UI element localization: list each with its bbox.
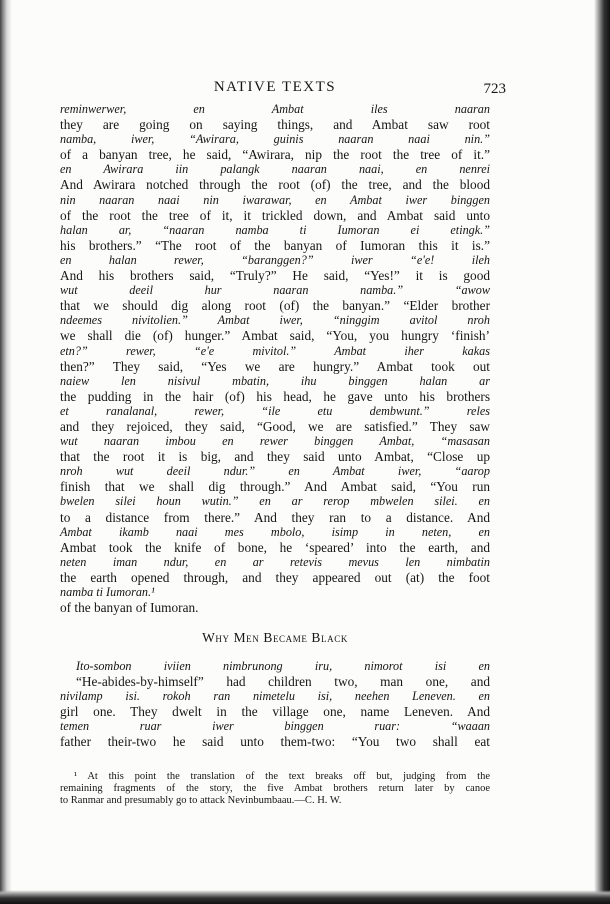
page-bottom-edge-shadow: [0, 890, 610, 904]
section-interlinear-text: [60, 659, 490, 750]
interlinear-text-body: [60, 102, 490, 615]
translation-line: of a banyan tree, he said, “Awirara, nip the root the tree of it.”: [60, 147, 490, 163]
footnote-line: remaining fragments of the story, the five Ambat brothers return later by canoe: [60, 783, 490, 794]
native-text-line: wut deeil hur naaran namba.” “awow: [60, 283, 490, 298]
footnote-line: ¹ At this point the translation of the text breaks off but, judging from the: [74, 771, 490, 782]
translation-line: then?” They said, “Yes we are hungry.” Ambat took out: [60, 358, 490, 374]
translation-line: of the root the tree of it, it trickled down, and Ambat said unto: [60, 207, 490, 223]
page-number: 723: [483, 81, 506, 97]
native-text-line: temen ruar iwer binggen ruar: “waaan: [60, 719, 490, 734]
translation-line: his brothers.” “The root of the banyan of Iumoran this it is.”: [60, 237, 490, 253]
translation-line: we shall die (of) hunger.” Ambat said, “You, you hungry ‘finish’: [60, 328, 490, 344]
native-text-line: ndeemes nivitolien.” Ambat iwer, “ninggim avitol nroh: [60, 313, 490, 328]
native-text-line: nivilamp isi. rokoh ran nimetelu isi, neehen Leneven. en: [60, 689, 490, 704]
native-text-line: reminwerwer, en Ambat iles naaran: [60, 102, 490, 116]
native-text-line: en halan rewer, “baranggen?” iwer “e'e! ileh: [60, 252, 490, 267]
native-text-line: nin naaran naai nin iwarawar, en Ambat iwer binggen: [60, 192, 490, 207]
native-text-line: namba, iwer, “Awirara, guinis naaran naai nin.”: [60, 132, 490, 147]
native-text-line: naiew len nisivul mbatin, ihu binggen halan ar: [60, 373, 490, 388]
native-text-line: wut naaran imbou en rewer binggen Ambat, “masasan: [60, 434, 490, 449]
native-text-line: Ambat ikamb naai mes mbolo, isimp in neten, en: [60, 524, 490, 539]
native-text-line: etn?” rewer, “e'e mivitol.” Ambat iher kakas: [60, 343, 490, 358]
translation-line: and they rejoiced, they said, “Good, we are satisfied.” They saw: [60, 418, 490, 434]
translation-line: to a distance from there.” And they ran to a distance. And: [60, 509, 490, 525]
running-head: [60, 79, 506, 99]
translation-line: finish that we shall dig through.” And Ambat said, “You run: [60, 479, 490, 495]
footnote-line: to Ranmar and presumably go to attack Nevinbumbaau.—C. H. W.: [60, 795, 342, 806]
native-text-line: en Awirara iin palangk naaran naai, en nenrei: [60, 162, 490, 177]
page-right-edge-shadow: [594, 0, 610, 904]
native-text-line: bwelen silei houn wutin.” en ar rerop mbwelen silei. en: [60, 494, 490, 509]
translation-line: girl one. They dwelt in the village one, name Leneven. And: [60, 704, 490, 720]
native-text-line: nroh wut deeil ndur.” en Ambat iwer, “aarop: [60, 464, 490, 479]
native-text-line: Ito-sombon iviien nimbrunong iru, nimorot isi en: [76, 659, 490, 673]
native-text-line: namba ti Iumoran.¹: [60, 585, 155, 599]
translation-line: And Awirara notched through the root (of) the tree, and the blood: [60, 177, 490, 193]
translation-line: the pudding in the hair (of) his head, he gave unto his brothers: [60, 388, 490, 404]
translation-line: that the root it is big, and they said unto Ambat, “Close up: [60, 449, 490, 465]
translation-line: “He-abides-by-himself” had children two, man one, and: [76, 674, 490, 690]
native-text-line: neten iman ndur, en ar retevis mevus len nimbatin: [60, 554, 490, 569]
translation-line: father their-two he said unto them-two: “You two shall eat: [60, 734, 490, 750]
native-text-line: et ranalanal, rewer, “ile etu dembwunt.” reles: [60, 403, 490, 418]
native-text-line: halan ar, “naaran namba ti Iumoran ei etingk.”: [60, 222, 490, 237]
section-heading: Why Men Became Black: [202, 630, 348, 645]
footnote: [60, 771, 490, 807]
translation-line: And his brothers said, “Truly?” He said, “Yes!” it is good: [60, 268, 490, 284]
running-head-title: NATIVE TEXTS: [213, 79, 337, 95]
translation-line: Ambat took the knife of bone, he ‘speared’ into the earth, and: [60, 539, 490, 555]
translation-line: of the banyan of Iumoran.: [60, 600, 199, 616]
translation-line: they are going on saying things, and Ambat saw root: [60, 117, 490, 133]
translation-line: the earth opened through, and they appeared out (at) the foot: [60, 569, 490, 585]
page-left-edge-shadow: [0, 0, 12, 904]
translation-line: that we should dig along root (of) the banyan.” “Elder brother: [60, 298, 490, 314]
